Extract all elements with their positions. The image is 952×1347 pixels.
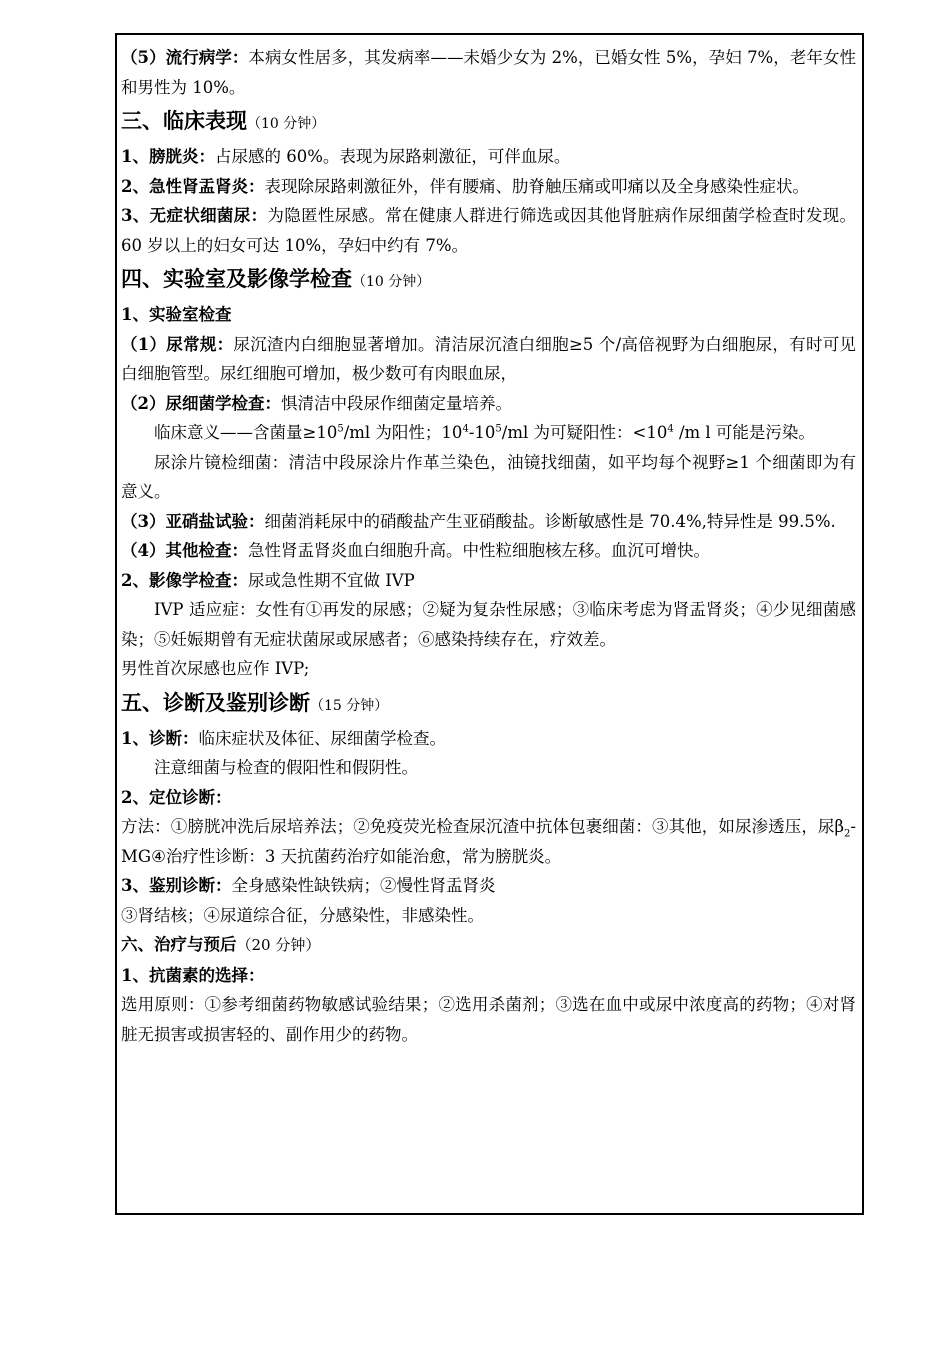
- clinical-exp-2: 4: [462, 423, 469, 435]
- localization-heading: 2、定位诊断：: [121, 787, 232, 807]
- clinical-text-4: /ml 为可疑阳性：<10: [501, 423, 668, 442]
- smear-paragraph: 尿涂片镜检细菌：清洁中段尿涂片作革兰染色，油镜找细菌，如平均每个视野≥1 个细菌即为有意义。: [121, 452, 856, 501]
- urine-culture-label: （2）尿细菌学检查：: [121, 393, 281, 413]
- bacteriuria-label: 3、无症状细菌尿：: [121, 206, 268, 225]
- section-3-duration: （10 分钟）: [247, 116, 326, 132]
- principle-paragraph: 选用原则：①参考细菌药物敏感试验结果；②选用杀菌剂；③选在血中或尿中浓度高的药物；④对肾脏无损害或损害轻的、副作用少的药物。: [121, 995, 856, 1044]
- section-6-duration: （20 分钟）: [236, 936, 321, 954]
- section-3-title: 三、临床表现: [121, 109, 247, 133]
- pyelonephritis-text: 表现除尿路刺激征外，伴有腰痛、肋脊触压痛或叩痛以及全身感染性症状。: [264, 176, 809, 196]
- localization-text-1: 方法：①膀胱冲洗后尿培养法；②免疫荧光检查尿沉渣中抗体包裹细菌：③其他，如尿渗透压，尿β: [121, 817, 845, 836]
- section-6-heading: [121, 930, 856, 961]
- bacteriuria-text: 为隐匿性尿感。常在健康人群进行筛选或因其他肾脏病作尿细菌学检查时发现。60 岁以上的妇女可达 10%，孕妇中约有 7%。: [121, 206, 857, 255]
- clinical-exp-3: 5: [495, 423, 502, 435]
- cystitis-paragraph: [121, 142, 856, 172]
- document-content: [121, 43, 856, 1049]
- clinical-text-2: /ml 为阳性；10: [343, 423, 463, 442]
- section-3-heading: [121, 108, 856, 138]
- other-exam-paragraph: [121, 536, 856, 566]
- epidemiology-text: 本病女性居多，其发病率——未婚少女为 2%，已婚女性 5%，孕妇 7%，老年女性和男性为 10%。: [121, 48, 857, 97]
- clinical-significance-paragraph: [121, 418, 856, 448]
- differential-paragraph-2: ③肾结核；④尿道综合征，分感染性，非感染性。: [121, 905, 484, 925]
- cystitis-text: 占尿感的 60%。表现为尿路刺激征，可伴血尿。: [214, 147, 571, 166]
- section-5-heading: [121, 690, 856, 720]
- lab-exam-heading: 1、实验室检查: [121, 305, 232, 324]
- nitrite-paragraph: [121, 507, 856, 537]
- epidemiology-label: （5）流行病学：: [121, 48, 249, 67]
- male-ivp-paragraph: 男性首次尿感也应作 IVP;: [121, 659, 310, 678]
- urine-routine-paragraph: [121, 330, 856, 389]
- document-frame: [115, 33, 864, 1215]
- clinical-exp-1: 5: [337, 423, 344, 435]
- localization-paragraph: [121, 812, 856, 871]
- urine-culture-paragraph: [121, 389, 856, 419]
- differential-paragraph: [121, 871, 856, 901]
- localization-subscript: 2: [844, 828, 851, 840]
- localization-text-2: -MG④治疗性诊断：3 天抗菌药治疗如能治愈，常为膀胱炎。: [121, 817, 856, 866]
- differential-text: 全身感染性缺铁病；②慢性肾盂肾炎: [231, 876, 496, 895]
- bacteriuria-paragraph: [121, 201, 856, 260]
- pyelonephritis-paragraph: [121, 172, 856, 202]
- other-exam-label: （4）其他检查：: [121, 541, 248, 560]
- imaging-text: 尿或急性期不宜做 IVP: [247, 570, 415, 590]
- cystitis-label: 1、膀胱炎：: [121, 147, 215, 166]
- diagnosis-paragraph: [121, 724, 856, 754]
- diagnosis-note-paragraph: 注意细菌与检查的假阳性和假阴性。: [154, 758, 418, 777]
- diagnosis-text: 临床症状及体征、尿细菌学检查。: [198, 728, 446, 748]
- nitrite-text: 细菌消耗尿中的硝酸盐产生亚硝酸盐。诊断敏感性是 70.4%,特异性是 99.5%.: [264, 511, 836, 531]
- clinical-text-3: -10: [468, 423, 496, 442]
- section-4-title: 四、实验室及影像学检查: [121, 267, 352, 291]
- ivp-indications-paragraph: IVP 适应症：女性有①再发的尿感；②疑为复杂性尿感；③临床考虑为肾盂肾炎；④少见细菌感染；⑤妊娠期曾有无症状菌尿或尿感者；⑥感染持续存在，疗效差。: [121, 600, 856, 649]
- urine-routine-label: （1）尿常规：: [121, 334, 234, 354]
- clinical-exp-4: 4: [667, 423, 674, 435]
- imaging-paragraph: [121, 566, 856, 596]
- epidemiology-paragraph: [121, 43, 856, 102]
- section-6-title: 六、治疗与预后: [121, 935, 237, 954]
- section-4-duration: （10 分钟）: [352, 274, 431, 290]
- section-5-duration: （15 分钟）: [310, 697, 389, 714]
- clinical-text-1: 临床意义——含菌量≥10: [154, 423, 338, 442]
- antibiotic-heading: 1、抗菌素的选择：: [121, 965, 265, 985]
- pyelonephritis-label: 2、急性肾盂肾炎：: [121, 176, 265, 196]
- urine-routine-text: 尿沉渣内白细胞显著增加。清洁尿沉渣白细胞≥5 个/高倍视野为白细胞尿，有时可见白细胞管型。尿红细胞可增加，极少数可有肉眼血尿，: [121, 334, 856, 383]
- other-exam-text: 急性肾盂肾炎血白细胞升高。中性粒细胞核左移。血沉可增快。: [247, 541, 710, 560]
- clinical-text-5: /m l 可能是污染。: [673, 423, 815, 442]
- urine-culture-text: 惧清洁中段尿作细菌定量培养。: [280, 393, 512, 413]
- diagnosis-label: 1、诊断：: [121, 728, 199, 748]
- section-5-title: 五、诊断及鉴别诊断: [121, 690, 310, 715]
- differential-label: 3、鉴别诊断：: [121, 876, 232, 895]
- nitrite-label: （3）亚硝盐试验：: [121, 511, 265, 531]
- section-4-heading: [121, 266, 856, 296]
- imaging-label: 2、影像学检查：: [121, 570, 248, 590]
